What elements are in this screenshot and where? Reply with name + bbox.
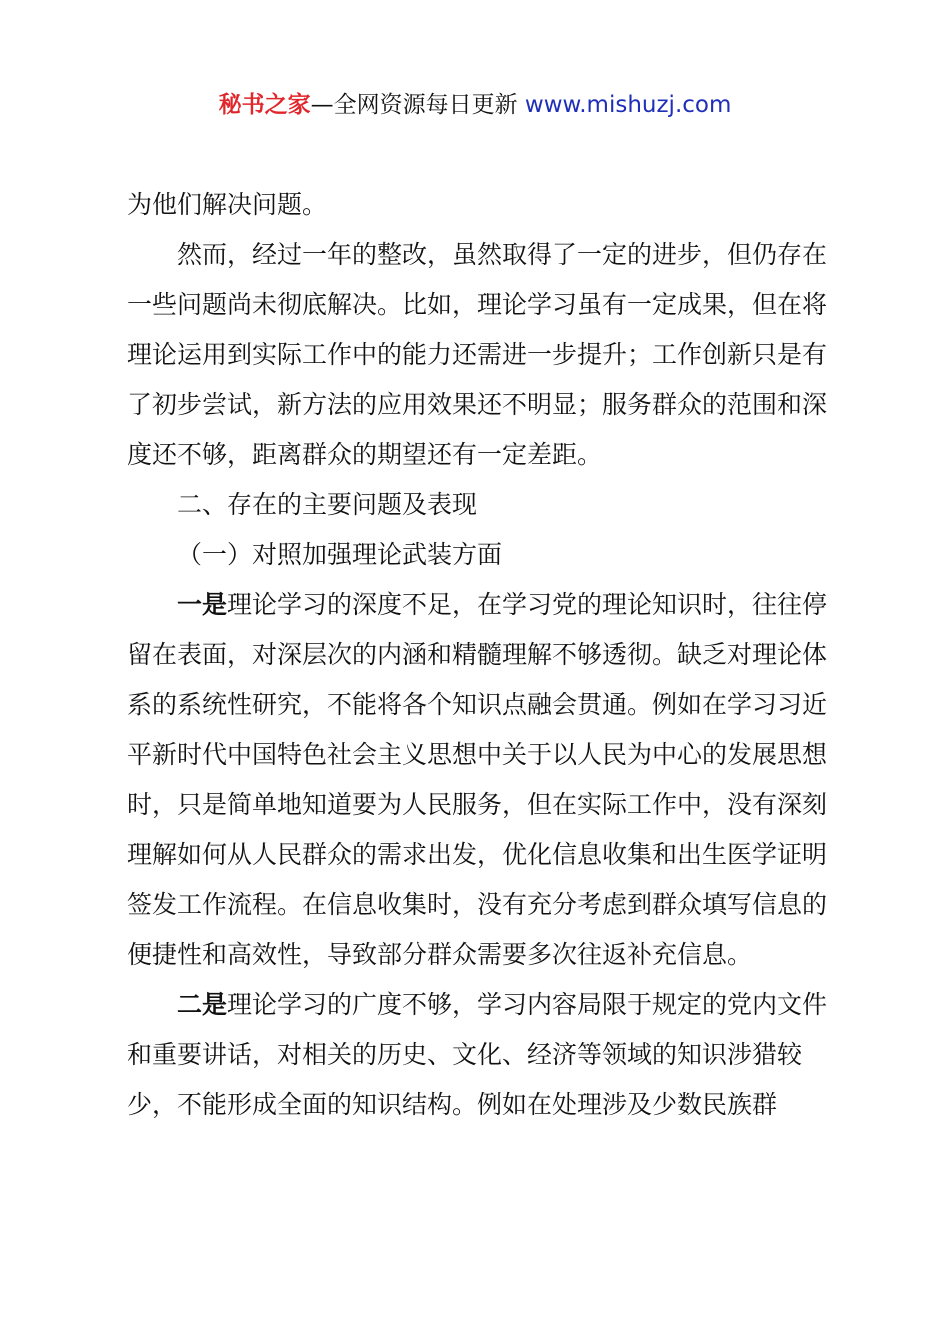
brand-name: 秘书之家 — [218, 92, 311, 118]
site-url-link[interactable]: www.mishuzj.com — [524, 92, 732, 118]
document-body — [127, 180, 833, 1130]
paragraph-text: 理论学习的广度不够，学习内容局限于规定的党内文件和重要讲话，对相关的历史、文化、经济等领域的知识涉猎较少，不能形成全面的知识结构。例如在处理涉及少数民族群 — [127, 990, 828, 1119]
paragraph-rectification-summary — [127, 230, 833, 480]
paragraph-text: 为他们解决问题。 — [127, 190, 328, 219]
section-heading-text: 二、存在的主要问题及表现 — [177, 490, 478, 519]
paragraph-text: 理论学习的深度不足，在学习党的理论知识时，往往停留在表面，对深层次的内涵和精髓理解不够透彻。缺乏对理论体系的系统性研究，不能将各个知识点融会贯通。例如在学习习近平新时代中国特色社会主义思想中关于以人民为中心的发展思想时，只是简单地知道要为人民服务，但在实际工作中，没有深刻理解如何从人民群众的需求出发，优化信息收集和出生医学证明签发工作流程。在信息收集时，没有充分考虑到群众填写信息的便捷性和高效性，导致部分群众需要多次往返补充信息。 — [127, 590, 828, 969]
paragraph-lead-bold: 二是 — [177, 990, 228, 1019]
paragraph-point-one — [127, 580, 833, 980]
section-heading — [127, 480, 833, 530]
paragraph-lead-bold: 一是 — [177, 590, 228, 619]
page-header — [0, 88, 950, 122]
paragraph-point-two — [127, 980, 833, 1130]
subsection-heading-text: （一）对照加强理论武装方面 — [177, 540, 503, 569]
subsection-heading — [127, 530, 833, 580]
paragraph-continuation — [127, 180, 833, 230]
paragraph-text: 然而，经过一年的整改，虽然取得了一定的进步，但仍存在一些问题尚未彻底解决。比如，理论学习虽有一定成果，但在将理论运用到实际工作中的能力还需进一步提升；工作创新只是有了初步尝试，新方法的应用效果还不明显；服务群众的范围和深度还不够，距离群众的期望还有一定差距。 — [127, 240, 828, 469]
header-tagline: —全网资源每日更新 — [310, 92, 525, 118]
